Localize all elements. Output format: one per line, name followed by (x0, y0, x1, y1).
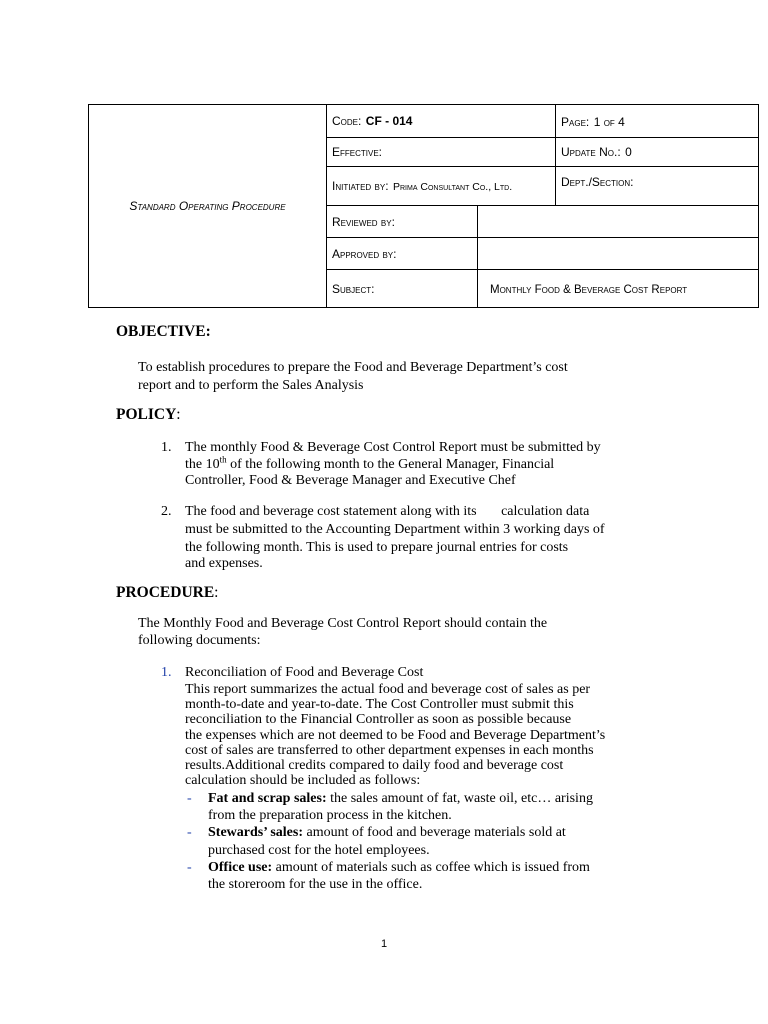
approved-label: Approved by: (332, 246, 397, 261)
procedure-item-1-number: 1. (161, 665, 172, 680)
procedure-colon: : (214, 584, 219, 601)
procedure-item-1-line-3: reconciliation to the Financial Controller as soon as possible because (185, 712, 572, 727)
procedure-heading-text: PROCEDURE (116, 584, 215, 601)
policy-item-1-line-2-sup: th (219, 454, 227, 465)
bullet-1-rest: the sales amount of fat, waste oil, etc… arising (326, 791, 593, 806)
bullet-3-line-2: the storeroom for the use in the office. (208, 877, 423, 892)
policy-heading (116, 406, 181, 424)
bullet-2-dash: - (187, 825, 192, 840)
code-label: Code: (332, 114, 362, 128)
bullet-1-dash: - (187, 791, 192, 806)
policy-item-1-line-2-post: of the following month to the General Manager, Financial (226, 457, 555, 472)
policy-item-1-line-1: The monthly Food & Beverage Cost Control Report must be submitted by (185, 440, 601, 455)
procedure-item-1-line-1: This report summarizes the actual food and beverage cost of sales as per (185, 682, 591, 697)
procedure-item-1-line-4: the expenses which are not deemed to be Food and Beverage Department’s (185, 728, 606, 743)
bullet-3-dash: - (187, 860, 192, 875)
policy-item-2-line-1: The food and beverage cost statement along with its calculation data (185, 504, 590, 519)
reviewed-cell (327, 206, 478, 238)
effective-cell (327, 138, 556, 167)
procedure-item-1-line-7: calculation should be included as follows: (185, 773, 421, 788)
policy-item-1-line-2 (185, 454, 555, 473)
bullet-1-line-1 (208, 791, 593, 807)
objective-heading: OBJECTIVE: (116, 323, 211, 340)
objective-line-2: report and to perform the Sales Analysis (138, 378, 364, 393)
dept-cell (556, 167, 759, 206)
bullet-3-bold: Office use: (208, 860, 273, 875)
subject-label: Subject: (332, 281, 375, 296)
policy-item-1-number: 1. (161, 440, 172, 455)
procedure-item-1-line-2: month-to-date and year-to-date. The Cost Controller must submit this (185, 697, 574, 712)
procedure-heading (116, 584, 218, 602)
bullet-2-line-2: purchased cost for the hotel employees. (208, 843, 430, 858)
update-cell (556, 138, 759, 167)
subject-value: Monthly Food & Beverage Cost Report (490, 283, 688, 296)
objective-line-1: To establish procedures to prepare the Food and Beverage Department’s cost (138, 360, 568, 375)
initiated-label: Initiated by: (332, 179, 389, 193)
page-label: Page: (561, 115, 590, 129)
reviewed-label: Reviewed by: (332, 214, 395, 229)
policy-colon: : (176, 406, 181, 423)
subject-cell (327, 270, 478, 308)
bullet-2-line-1 (208, 825, 566, 841)
procedure-item-1-line-6: results.Additional credits compared to daily food and beverage cost (185, 758, 564, 773)
page-value: 1 of 4 (593, 115, 625, 129)
update-value: 0 (625, 145, 632, 159)
procedure-intro-line-2: following documents: (138, 633, 261, 648)
bullet-3-line-1 (208, 860, 590, 876)
page-number: 1 (380, 938, 388, 950)
policy-heading-text: POLICY (116, 406, 177, 423)
update-label: Update No.: (561, 145, 621, 159)
code-value: CF - 014 (365, 114, 413, 128)
sop-title: Standard Operating Procedure (89, 105, 327, 308)
policy-item-2-line-3: the following month. This is used to prepare journal entries for costs (185, 540, 569, 555)
procedure-intro-line-1: The Monthly Food and Beverage Cost Control Report should contain the (138, 616, 548, 631)
bullet-2-rest: amount of food and beverage materials sold at (303, 825, 566, 840)
procedure-item-1-title: Reconciliation of Food and Beverage Cost (185, 665, 424, 680)
initiated-value: Prima Consultant Co., Ltd. (392, 181, 513, 193)
code-cell (327, 105, 556, 138)
policy-item-1-line-3: Controller, Food & Beverage Manager and Executive Chef (185, 473, 516, 488)
policy-item-2-line-2: must be submitted to the Accounting Department within 3 working days of (185, 522, 605, 537)
dept-label: Dept./Section: (561, 175, 634, 189)
bullet-2-bold: Stewards’ sales: (208, 825, 304, 840)
bullet-3-rest: amount of materials such as coffee which is issued from (272, 860, 590, 875)
reviewed-value-cell (478, 206, 759, 238)
bullet-1-line-2: from the preparation process in the kitchen. (208, 808, 452, 823)
policy-item-2-number: 2. (161, 504, 172, 519)
policy-item-2-line-4: and expenses. (185, 556, 263, 571)
approved-cell (327, 238, 478, 270)
subject-value-cell (478, 270, 759, 308)
policy-item-1-line-2-pre: the 10 (185, 457, 220, 472)
bullet-1-bold: Fat and scrap sales: (208, 791, 327, 806)
initiated-cell (327, 167, 556, 206)
effective-label: Effective: (332, 145, 383, 159)
procedure-item-1-line-5: cost of sales are transferred to other department expenses in each months (185, 743, 594, 758)
header-table (88, 104, 759, 308)
approved-value-cell (478, 238, 759, 270)
page-cell (556, 105, 759, 138)
